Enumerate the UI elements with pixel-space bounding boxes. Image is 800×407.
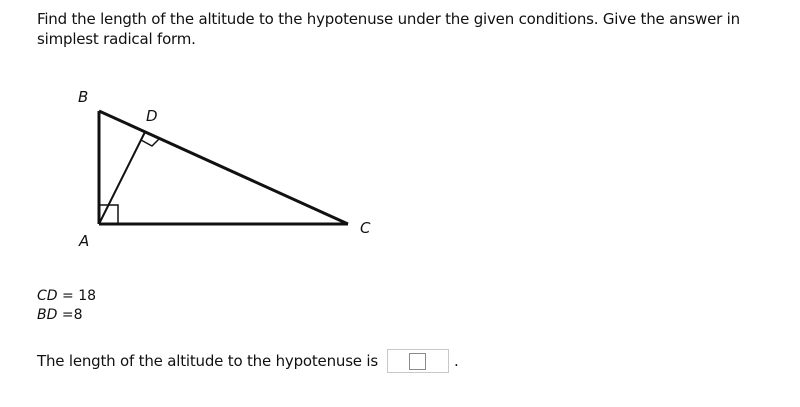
answer-row: [37, 348, 459, 374]
answer-input[interactable]: [387, 349, 449, 373]
vertex-label-c: C: [360, 219, 371, 237]
given-bd-value: =8: [61, 307, 83, 323]
given-cd-var: CD: [37, 288, 58, 304]
given-cd: [37, 287, 96, 306]
right-angle-mark-d: [141, 138, 160, 146]
given-cd-value: = 18: [62, 288, 97, 304]
answer-prompt: The length of the altitude to the hypotenuse is: [37, 352, 378, 370]
side-bc: [99, 111, 348, 224]
answer-period: .: [453, 352, 459, 370]
given-bd: [37, 306, 96, 325]
altitude-ad: [99, 132, 145, 224]
vertex-label-d: D: [146, 107, 158, 125]
answer-input-placeholder: [409, 353, 426, 370]
given-conditions: [37, 287, 96, 325]
question-text: Find the length of the altitude to the hypotenuse under the given conditions. Give the answer in simplest radical form.: [37, 10, 740, 48]
right-angle-mark-a: [99, 205, 118, 224]
given-bd-var: BD: [37, 307, 58, 323]
vertex-label-a: A: [79, 232, 90, 250]
vertex-label-b: B: [78, 88, 89, 106]
